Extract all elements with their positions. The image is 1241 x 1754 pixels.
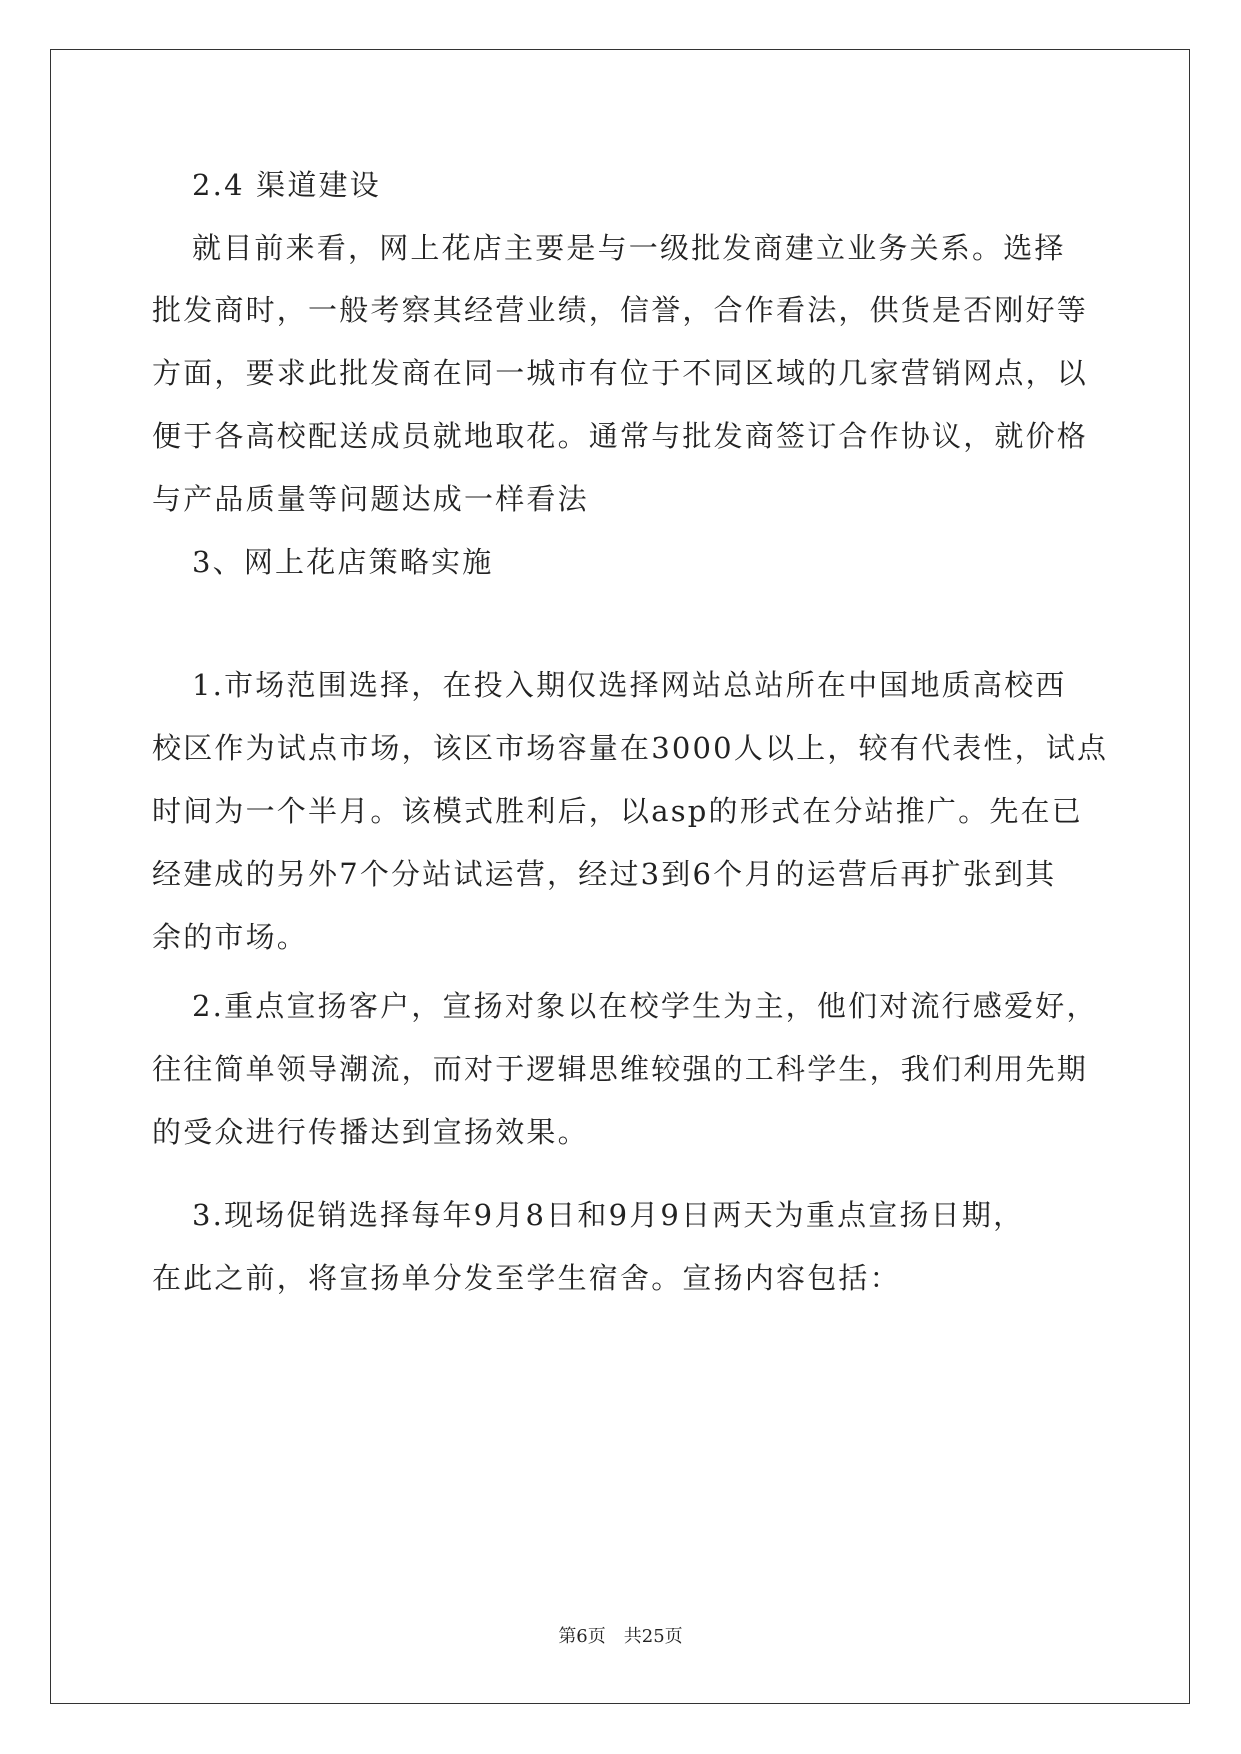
section-heading-3: 3、网上花店策略实施 (192, 545, 494, 579)
paragraph-line: 就目前来看，网上花店主要是与一级批发商建立业务关系。选择 (192, 231, 1066, 265)
page-number-total: 共25页 (623, 1626, 683, 1647)
paragraph-line: 与产品质量等问题达成一样看法 (152, 482, 589, 516)
paragraph-line: 1.市场范围选择，在投入期仅选择网站总站所在中国地质高校西 (192, 668, 1067, 702)
paragraph-line: 往往简单领导潮流，而对于逻辑思维较强的工科学生，我们利用先期 (152, 1052, 1089, 1086)
paragraph-line: 校区作为试点市场，该区市场容量在3000人以上，较有代表性，试点 (152, 731, 1109, 765)
paragraph-line: 经建成的另外7个分站试运营，经过3到6个月的运营后再扩张到其 (152, 857, 1057, 891)
paragraph-line: 3.现场促销选择每年9月8日和9月9日两天为重点宣扬日期， (192, 1198, 1025, 1232)
paragraph-line: 便于各高校配送成员就地取花。通常与批发商签订合作协议，就价格 (152, 419, 1089, 453)
page-number-current: 第6页 (558, 1626, 606, 1647)
page-footer (0, 1625, 1241, 1649)
paragraph-line: 2.重点宣扬客户，宣扬对象以在校学生为主，他们对流行感爱好， (192, 989, 1098, 1023)
paragraph-line: 余的市场。 (152, 920, 309, 954)
paragraph-line: 在此之前，将宣扬单分发至学生宿舍。宣扬内容包括： (152, 1261, 901, 1295)
paragraph-line: 时间为一个半月。该模式胜利后，以asp的形式在分站推广。先在已 (152, 794, 1083, 828)
section-heading-2-4: 2.4 渠道建设 (192, 168, 381, 202)
paragraph-line: 方面，要求此批发商在同一城市有位于不同区域的几家营销网点，以 (152, 356, 1089, 390)
paragraph-line: 批发商时，一般考察其经营业绩，信誉，合作看法，供货是否刚好等 (152, 293, 1089, 327)
paragraph-line: 的受众进行传播达到宣扬效果。 (152, 1115, 589, 1149)
